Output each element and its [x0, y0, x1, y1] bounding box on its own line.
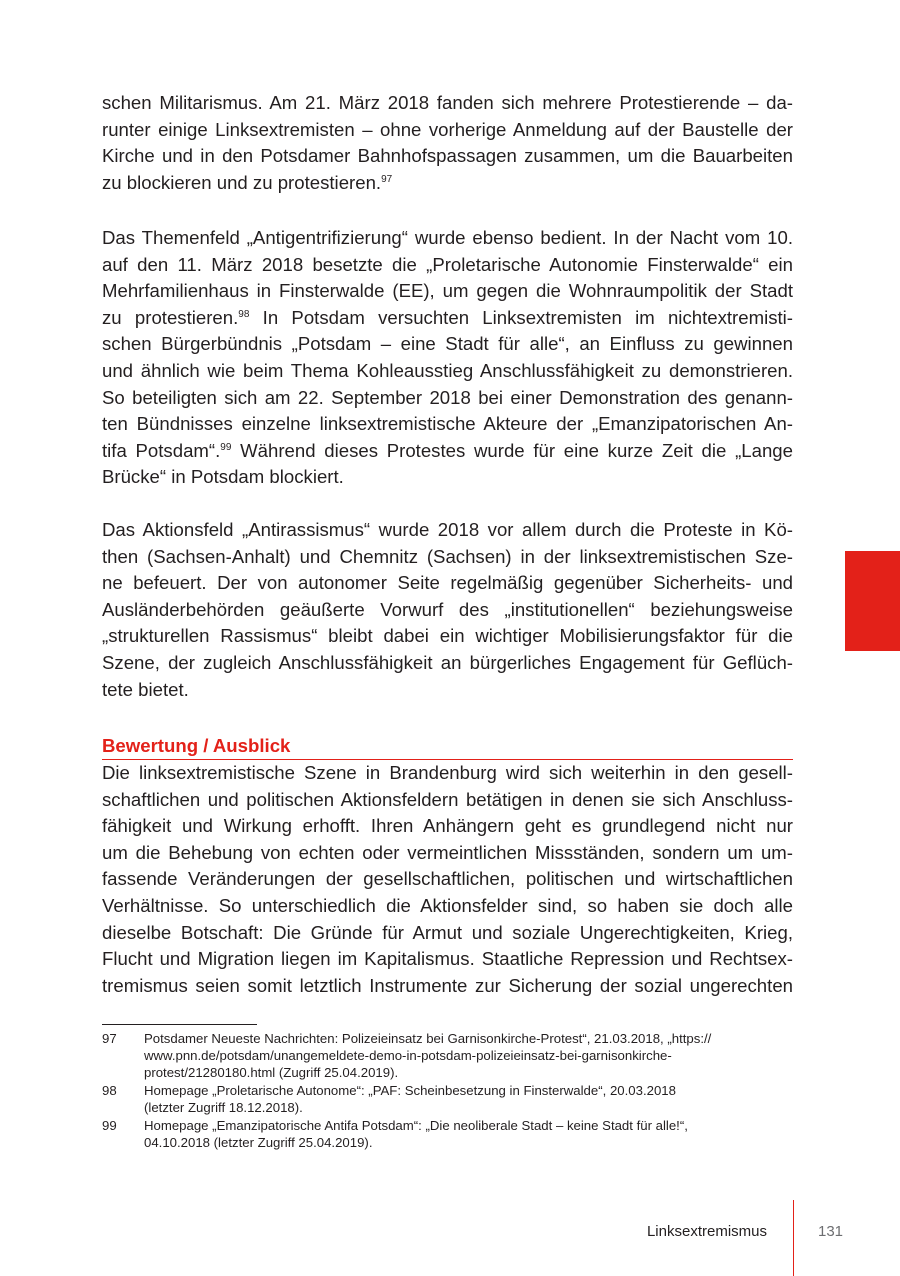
section-heading: Bewertung / Ausblick	[102, 734, 793, 760]
footnote-separator	[102, 1024, 257, 1025]
footer-divider	[793, 1200, 794, 1276]
text-line: tete bietet.	[102, 678, 189, 700]
text-line: Das Aktionsfeld „Antirassismus“ wurde 2018 vor allem durch die Proteste in Kö-	[102, 519, 793, 540]
footnote-line: 04.10.2018 (letzter Zugriff 25.04.2019).	[144, 1135, 373, 1150]
footnote-99	[102, 1117, 802, 1151]
text-line: Szene, der zugleich Anschlussfähigkeit an bürgerliches Engagement für Geflüch-	[102, 651, 793, 673]
paragraph-bewertung	[102, 760, 793, 999]
footnote-line: Homepage „Proletarische Autonome“: „PAF: Scheinbesetzung in Finsterwalde“, 20.03.2018	[144, 1083, 676, 1098]
text-segment: Während dieses Protestes wurde für eine kurze Zeit die „Lange	[231, 439, 793, 461]
text-line: Ausländerbehörden geäußerte Vorwurf des „institutionellen“ beziehungsweise	[102, 598, 793, 620]
text-line	[102, 438, 793, 465]
text-line: Kirche und in den Potsdamer Bahnhofspassagen zusammen, um die Bauarbeiten	[102, 145, 793, 167]
text-line: Mehrfamilienhaus in Finsterwalde (EE), um gegen die Wohnraumpolitik der Stadt	[102, 280, 793, 302]
text-segment: tifa Potsdam“.	[102, 439, 221, 461]
footnote-97	[102, 1030, 802, 1081]
chapter-tab-marker	[845, 551, 900, 651]
text-line: dieselbe Botschaft: Die Gründe für Armut und soziale Ungerechtigkeiten, Krieg,	[102, 921, 793, 943]
text-line	[102, 305, 793, 332]
footnotes	[102, 1030, 802, 1152]
text-line: runter einige Linksextremisten – ohne vorherige Anmeldung auf der Baustelle der	[102, 118, 793, 140]
footnote-reference-97: 97	[381, 173, 393, 185]
text-line: So beteiligten sich am 22. September 2018 bei einer Demonstration des genann-	[102, 386, 793, 408]
text-line: fassende Veränderungen der gesellschaftlichen, politischen und wirtschaftlichen	[102, 868, 793, 890]
footer-section-title: Linksextremismus	[646, 1223, 767, 1240]
paragraph-militarismus	[102, 90, 793, 196]
page-number: 131	[818, 1223, 844, 1240]
text-line: schaftlichen und politischen Aktionsfeldern betätigen in denen sie sich Anschluss-	[102, 788, 793, 810]
text-segment: zu protestieren.	[102, 306, 239, 328]
text-line: then (Sachsen-Anhalt) und Chemnitz (Sachsen) in der linksextremistischen Sze-	[102, 545, 793, 567]
footnote-reference-98: 98	[238, 308, 250, 320]
text-line: ne befeuert. Der von autonomer Seite regelmäßig gegenüber Sicherheits- und	[102, 572, 793, 594]
footnote-line: www.pnn.de/potsdam/unangemeldete-demo-in-potsdam-polizeieinsatz-bei-garnisonkirche-	[144, 1048, 672, 1063]
footnote-number: 97	[102, 1031, 117, 1046]
footnote-text	[144, 1117, 802, 1151]
footnote-reference-99: 99	[220, 441, 232, 453]
text-line: Das Themenfeld „Antigentrifizierung“ wurde ebenso bedient. In der Nacht vom 10.	[102, 227, 793, 248]
text-line: „strukturellen Rassismus“ bleibt dabei ein wichtiger Mobilisierungsfaktor für die	[102, 625, 793, 647]
text-line	[102, 170, 793, 197]
footnote-line: (letzter Zugriff 18.12.2018).	[144, 1100, 303, 1115]
text-line: Verhältnisse. So unterschiedlich die Aktionsfelder sind, so haben sie doch alle	[102, 894, 793, 916]
footnote-number: 98	[102, 1083, 117, 1098]
text-line: fähigkeit und Wirkung erhofft. Ihren Anhängern geht es grundlegend nicht nur	[102, 815, 793, 837]
footnote-line: Potsdamer Neueste Nachrichten: Polizeieinsatz bei Garnisonkirche-Protest“, 21.03.2018, „https://	[144, 1031, 712, 1046]
text-line: um die Behebung von echten oder vermeintlichen Missständen, sondern um um-	[102, 841, 793, 863]
text-line: Flucht und Migration liegen im Kapitalismus. Staatliche Repression und Rechtsex-	[102, 948, 793, 970]
paragraph-antigentrifizierung	[102, 225, 793, 491]
footnote-text	[144, 1030, 802, 1081]
text-line: und ähnlich wie beim Thema Kohleausstieg Anschlussfähigkeit zu demonstrieren.	[102, 359, 793, 381]
text-line: schen Militarismus. Am 21. März 2018 fanden sich mehrere Protestierende – da-	[102, 92, 793, 113]
text-line: ten Bündnisses einzelne linksextremistische Akteure der „Emanzipatorischen An-	[102, 413, 793, 435]
footnote-line: protest/21280180.html (Zugriff 25.04.2019).	[144, 1065, 399, 1080]
text-segment: zu blockieren und zu protestieren.	[102, 171, 382, 193]
text-line: schen Bürgerbündnis „Potsdam – eine Stadt für alle“, an Einfluss zu gewinnen	[102, 333, 793, 355]
text-line: tremismus seien somit letztlich Instrumente zur Sicherung der sozial ungerechten	[102, 974, 793, 996]
text-segment: In Potsdam versuchten Linksextremisten im nichtextremisti-	[249, 306, 793, 328]
text-line: Die linksextremistische Szene in Brandenburg wird sich weiterhin in den gesell-	[102, 762, 793, 783]
footnote-text	[144, 1082, 802, 1116]
text-line: Brücke“ in Potsdam blockiert.	[102, 466, 344, 488]
footnote-98	[102, 1082, 802, 1116]
footnote-number: 99	[102, 1118, 117, 1133]
paragraph-antirassismus	[102, 517, 793, 703]
footnote-line: Homepage „Emanzipatorische Antifa Potsdam“: „Die neoliberale Stadt – keine Stadt für alle!“,	[144, 1118, 688, 1133]
text-line: auf den 11. März 2018 besetzte die „Proletarische Autonomie Finsterwalde“ ein	[102, 253, 793, 275]
